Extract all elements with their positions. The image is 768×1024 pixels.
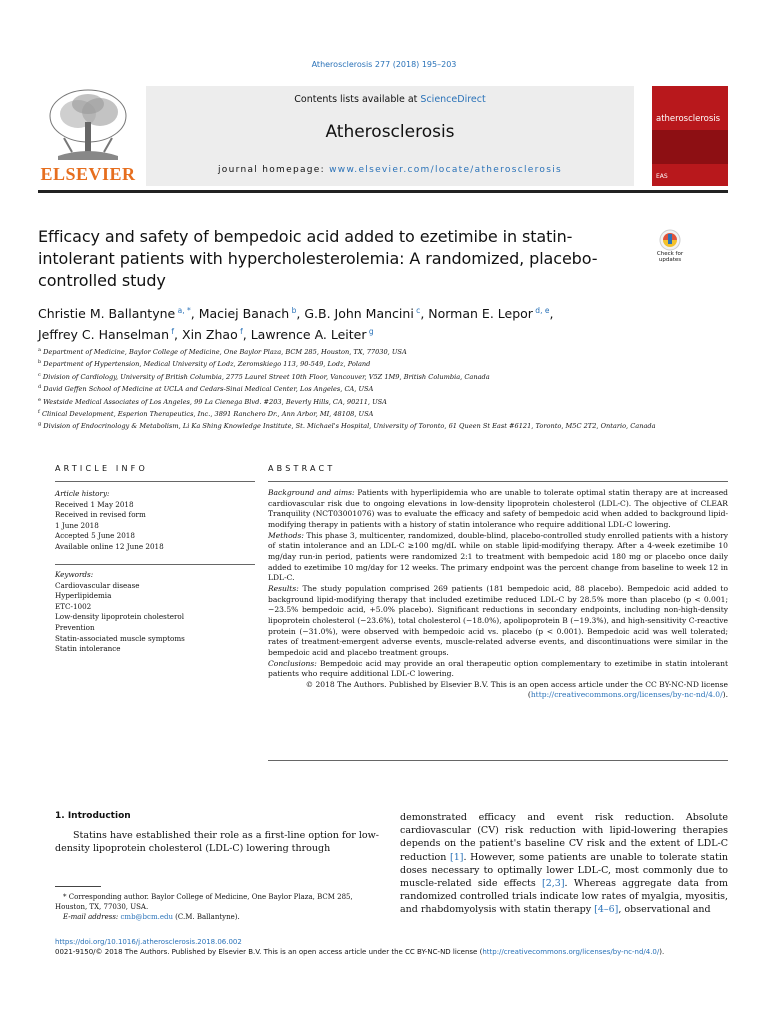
journal-cover[interactable] xyxy=(652,86,728,186)
footer-license-tail: ). xyxy=(659,948,665,956)
keyword-item[interactable]: Hyperlipidemia xyxy=(55,591,112,601)
intro-text-1: demonstrated efficacy and event risk reduction. Absolute cardiovascular (CV) risk reduction with lipid-lowering therapies depends on the patient's baseline CV risk and the extent of LDL-C reduction xyxy=(400,812,728,863)
journal-masthead xyxy=(146,86,634,186)
email-label: E-mail address: xyxy=(63,913,121,922)
issn-line xyxy=(55,948,745,956)
author-affiliation-marker[interactable]: c xyxy=(413,306,421,315)
email-tail: (C.M. Ballantyne). xyxy=(172,913,240,922)
author-entry xyxy=(182,327,243,342)
article-title: Efficacy and safety of bempedoic acid added to ezetimibe in statin-intolerant patients with hypercholesterolemia: A randomized, placebo-controlled study xyxy=(38,227,598,290)
license-text: © 2018 The Authors. Published by Elsevier B.V. This is an open access article under the CC BY-NC-ND license ( xyxy=(305,679,728,700)
elsevier-logo xyxy=(38,86,138,186)
keyword-item[interactable]: Prevention xyxy=(55,622,95,632)
affiliation-text: Division of Endocrinology & Metabolism, Li Ka Shing Knowledge Institute, St. Michael's Hospital, University of Toronto, 61 Queen St East #6121, Toronto, M5C 2T2, Ontario, Canada xyxy=(41,422,656,431)
contents-line xyxy=(146,94,634,105)
doi-link[interactable]: https://doi.org/10.1016/j.atherosclerosis.2018.06.002 xyxy=(55,938,242,946)
keywords-label: Keywords: xyxy=(55,570,94,579)
affiliation-text: Division of Cardiology, University of British Columbia, 2775 Laurel Street 10th Floor, Vancouver, V5Z 1M9, British Columbia, Canada xyxy=(40,372,490,381)
homepage-prefix: journal homepage: xyxy=(218,165,330,175)
journal-title: Atherosclerosis xyxy=(325,122,455,142)
methods-label: Methods: xyxy=(268,530,304,540)
keyword-item[interactable]: Low-density lipoprotein cholesterol xyxy=(55,612,185,622)
article-history xyxy=(55,489,255,553)
author-affiliation-marker[interactable]: f xyxy=(237,327,243,337)
article-info-rule xyxy=(55,481,255,482)
author-name[interactable]: Xin Zhao xyxy=(182,327,238,343)
author-name[interactable]: Maciej Banach xyxy=(198,306,290,322)
intro-text-4: , observational and xyxy=(618,904,711,916)
author-affiliation-marker[interactable]: b xyxy=(289,306,297,315)
journal-homepage-link[interactable]: www.elsevier.com/locate/atherosclerosis xyxy=(329,165,562,175)
tree-icon xyxy=(38,86,138,164)
footnote-rule xyxy=(55,886,101,887)
email-line xyxy=(55,912,379,922)
check-for-updates-badge[interactable] xyxy=(652,229,688,273)
keyword-item[interactable]: ETC-1002 xyxy=(55,601,92,611)
history-item: Received in revised form xyxy=(55,510,146,520)
background-text: Patients with hyperlipidemia who are unable to tolerate optimal statin therapy are at increased cardiovascular risk due to ongoing elevations in low-density lipoprotein cholesterol (LDL-C). The objective of CLEAR Tranquility (NCT03001076) was to evaluate the efficacy and safety of bempedoic acid when added to background lipid-modifying therapy in patients with a history of statin intolerance who require additional LDL-C lowering. xyxy=(268,488,729,529)
check-updates-label: Check for updates xyxy=(656,251,684,263)
author-affiliation-marker[interactable]: f xyxy=(169,327,175,337)
author-name[interactable]: Christie M. Ballantyne xyxy=(38,306,176,322)
reference-link-4-6[interactable]: [4–6] xyxy=(594,904,619,916)
keywords-block xyxy=(55,570,255,655)
abstract-rule-top xyxy=(268,481,728,482)
results-text: The study population comprised 269 patients (181 bempedoic acid, 88 placebo). Bempedoic acid added to background lipid-modifying therapy that included ezetimibe reduced LDL-C by 28.5% more than placebo (p < 0.001; −23.5% bempedoic acid, +5.0% placebo). Significant reductions in secondary endpoints, including non-high-density lipoprotein cholesterol (−23.6%), total cholesterol (−18.0%), apolipoprotein B (−19.3%), and high-sensitivity C-reactive protein (−31.0%), were observed with bempedoic acid vs. placebo (p < 0.001). Bempedoic acid was well tolerated; rates of treatment-emergent adverse events, muscle-related adverse events, and discontinuations were similar in the bempedoic acid and placebo treatment groups. xyxy=(268,583,728,657)
author-entry xyxy=(38,306,191,321)
affiliation-c xyxy=(38,370,678,382)
affiliation-marker: d xyxy=(38,384,42,391)
affiliation-list xyxy=(38,345,678,432)
abstract-background xyxy=(268,488,728,531)
email-link[interactable]: cmb@bcm.edu xyxy=(120,913,173,922)
abstract-methods xyxy=(268,531,728,584)
affiliation-a xyxy=(38,345,678,357)
history-item: 1 June 2018 xyxy=(55,520,99,530)
conclusions-label: Conclusions: xyxy=(268,658,317,668)
keyword-item[interactable]: Cardiovascular disease xyxy=(55,580,140,590)
reference-link-1[interactable]: [1] xyxy=(449,851,464,863)
results-label: Results: xyxy=(268,583,299,593)
affiliation-marker: a xyxy=(38,347,41,353)
affiliation-text: Department of Hypertension, Medical University of Lodz, Zeromskiego 113, 90-549, Lodz, Poland xyxy=(41,360,371,369)
background-label: Background and aims: xyxy=(268,488,355,497)
author-affiliation-marker[interactable]: g xyxy=(366,327,374,337)
abstract-heading: ABSTRACT xyxy=(268,464,336,473)
introduction-heading: 1. Introduction xyxy=(55,811,131,821)
author-affiliation-marker[interactable]: d, e xyxy=(532,306,550,315)
affiliation-marker: c xyxy=(38,371,41,378)
author-entry xyxy=(428,306,549,321)
issn-text: 0021-9150/© 2018 The Authors. Published by Elsevier B.V. This is an open access article under the CC BY-NC-ND license ( xyxy=(55,948,483,956)
abstract-results xyxy=(268,584,728,659)
abstract-body xyxy=(268,488,728,701)
affiliation-text: Department of Medicine, Baylor College of Medicine, One Baylor Plaza, BCM 285, Houston, TX, 77030, USA xyxy=(40,348,407,357)
history-label: Article history: xyxy=(55,489,110,498)
affiliation-text: David Geffen School of Medicine at UCLA and Cedars-Sinai Medical Center, Los Angeles, CA, USA xyxy=(41,385,374,394)
author-name[interactable]: Jeffrey C. Hanselman xyxy=(38,327,170,343)
affiliation-g xyxy=(38,419,678,431)
journal-citation[interactable]: Atherosclerosis 277 (2018) 195–203 xyxy=(311,60,457,69)
intro-paragraph-left: Statins have established their role as a first-line option for low-density lipoprotein cholesterol (LDL-C) lowering through xyxy=(55,830,379,855)
license-link[interactable]: http://creativecommons.org/licenses/by-nc-nd/4.0/ xyxy=(530,690,723,700)
keyword-item[interactable]: Statin-associated muscle symptoms xyxy=(55,633,185,643)
corresponding-author-footnote xyxy=(55,892,379,923)
abstract-license xyxy=(268,680,728,701)
affiliation-d xyxy=(38,382,678,394)
abstract-conclusions xyxy=(268,659,728,680)
license-tail: ). xyxy=(722,690,728,700)
author-entry xyxy=(199,306,297,321)
conclusions-text: Bempedoic acid may provide an oral therapeutic option complementary to ezetimibe in statin intolerant patients who require additional LDL-C lowering. xyxy=(268,658,728,679)
contents-prefix: Contents lists available at xyxy=(294,94,421,105)
reference-link-2-3[interactable]: [2,3] xyxy=(542,878,565,890)
cover-band xyxy=(652,130,728,164)
author-name[interactable]: Lawrence A. Leiter xyxy=(250,327,367,343)
article-info-heading: ARTICLE INFO xyxy=(55,464,148,473)
footer-license-link[interactable]: http://creativecommons.org/licenses/by-nc-nd/4.0/ xyxy=(482,948,660,956)
keywords-rule xyxy=(55,564,255,565)
affiliation-marker: e xyxy=(38,396,41,403)
homepage-line xyxy=(146,165,634,175)
header-rule xyxy=(38,190,728,193)
footnote-text: * Corresponding author. Baylor College of Medicine, One Baylor Plaza, BCM 285, Houston, TX, 77030, USA. xyxy=(55,893,353,912)
methods-text: This phase 3, multicenter, randomized, double-blind, placebo-controlled study enrolled patients with a history of statin intolerance and an LDL-C ≥100 mg/dL while on stable lipid-modifying therapy. After a 4-week ezetimibe 10 mg/day run-in period, patients were randomized 2:1 to treatment with bempedoic acid 180 mg or placebo once daily added to ezetimibe 10 mg/day for 12 weeks. The primary endpoint was the percent change from baseline to week 12 in LDL-C. xyxy=(268,530,728,583)
affiliation-b xyxy=(38,357,678,369)
affiliation-text: Westside Medical Associates of Los Angeles, 99 La Cienega Blvd. #203, Beverly Hills, CA, 90211, USA xyxy=(40,397,387,406)
keyword-list xyxy=(55,581,255,655)
history-item: Received 1 May 2018 xyxy=(55,499,134,509)
author-entry xyxy=(38,327,174,342)
keyword-item[interactable]: Statin intolerance xyxy=(55,644,121,654)
author-entry xyxy=(304,306,420,321)
author-entry xyxy=(251,327,374,342)
intro-paragraph-right xyxy=(400,811,728,917)
affiliation-marker: f xyxy=(38,408,40,415)
abstract-rule-bottom xyxy=(268,760,728,761)
history-list xyxy=(55,500,255,553)
affiliation-text: Clinical Development, Esperion Therapeutics, Inc., 3891 Ranchero Dr., Ann Arbor, MI, 48108, USA xyxy=(39,410,374,419)
history-item: Accepted 5 June 2018 xyxy=(55,531,135,541)
check-updates-icon xyxy=(652,229,688,251)
cover-title: atherosclerosis xyxy=(656,114,721,124)
intro-text-3: . Whereas aggregate data from randomized controlled trials indicate low rates of myalgia, myositis, and rhabdomyolysis with statin therapy xyxy=(400,878,729,916)
elsevier-wordmark: ELSEVIER xyxy=(40,164,136,184)
cover-eas-logo: EAS xyxy=(656,173,668,180)
affiliation-marker: g xyxy=(38,421,42,428)
author-affiliation-marker[interactable]: a, * xyxy=(175,306,191,315)
author-name[interactable]: Norman E. Lepor xyxy=(428,306,533,322)
history-item: Available online 12 June 2018 xyxy=(55,541,164,551)
author-list: Christie M. Ballantyne $^{a, *}$, Maciej Banach $^b$, G.B. John Mancini $^c$, Norman E. Lepor $^{d, e}$, Jeffrey C. Hanselman $^f$, Xin Zhao $^f$, Lawrence A. Leiter $^g$ xyxy=(38,306,554,343)
affiliation-marker: b xyxy=(38,359,42,366)
author-name[interactable]: G.B. John Mancini xyxy=(304,306,414,322)
sciencedirect-link[interactable]: ScienceDirect xyxy=(420,94,486,105)
affiliation-e xyxy=(38,395,678,407)
affiliation-f xyxy=(38,407,678,419)
intro-text-2: . However, some patients are unable to tolerate statin doses necessary to optimally lower LDL-C, most commonly due to muscle-related side effects xyxy=(400,851,728,890)
